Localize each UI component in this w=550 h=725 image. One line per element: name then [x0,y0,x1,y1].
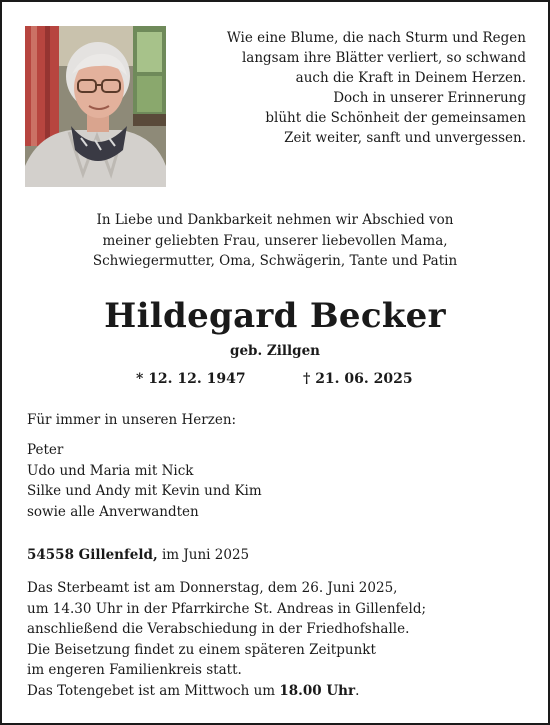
mourner-entry: Peter [27,442,64,458]
poem-line: auch die Kraft in Deinem Herzen. [295,70,526,86]
birth-date: * 12. 12. 1947 [136,371,246,387]
funeral-line: anschließend die Verabschiedung in der Friedhofshalle. [27,621,410,637]
funeral-line [27,681,426,702]
poem-line: Zeit weiter, sanft und unvergessen. [284,130,526,146]
mourner-entry: sowie alle Anverwandten [27,503,199,520]
prayer-time: 18.00 Uhr [279,682,356,699]
prayer-period: . [355,682,360,699]
memorial-poem [166,28,526,148]
maiden-name: geb. Zillgen [230,343,320,359]
poem-line: Wie eine Blume, die nach Sturm und Regen [226,30,526,46]
funeral-line: Das Sterbeamt ist am Donnerstag, dem 26. Juni 2025, [27,580,398,596]
funeral-details [27,578,426,701]
funeral-line: Die Beisetzung findet zu einem späteren Zeitpunkt [27,641,376,658]
funeral-line: im engeren Familienkreis statt. [27,662,242,678]
prayer-text: Das Totengebet ist am Mittwoch um [27,682,276,699]
mourners-heading: Für immer in unseren Herzen: [27,412,237,428]
death-date: † 21. 06. 2025 [303,371,413,387]
deceased-name: Hildegard Becker [104,296,446,336]
funeral-line: um 14.30 Uhr in der Pfarrkirche St. Andreas in Gillenfeld; [27,600,427,617]
poem-line: blüht die Schönheit der gemeinsamen [265,110,526,126]
intro-line: Schwiegermutter, Oma, Schwägerin, Tante und Patin [92,253,458,269]
place-town: 54558 Gillenfeld, [27,547,158,563]
poem-line: langsam ihre Blätter verliert, so schwand [241,50,526,66]
mourner-entry: Silke und Andy mit Kevin und Kim [27,483,262,499]
portrait-photo [25,26,166,187]
mourner-entry: Udo und Maria mit Nick [27,462,194,479]
place-and-date [27,545,249,566]
intro-line: meiner geliebten Frau, unserer liebevollen Mama, [102,232,448,249]
place-date: im Juni 2025 [161,547,250,563]
farewell-intro [2,210,548,272]
mourners-list [27,440,262,522]
poem-line: Doch in unserer Erinnerung [333,90,526,106]
intro-line: In Liebe und Dankbarkeit nehmen wir Abschied von [96,212,454,228]
